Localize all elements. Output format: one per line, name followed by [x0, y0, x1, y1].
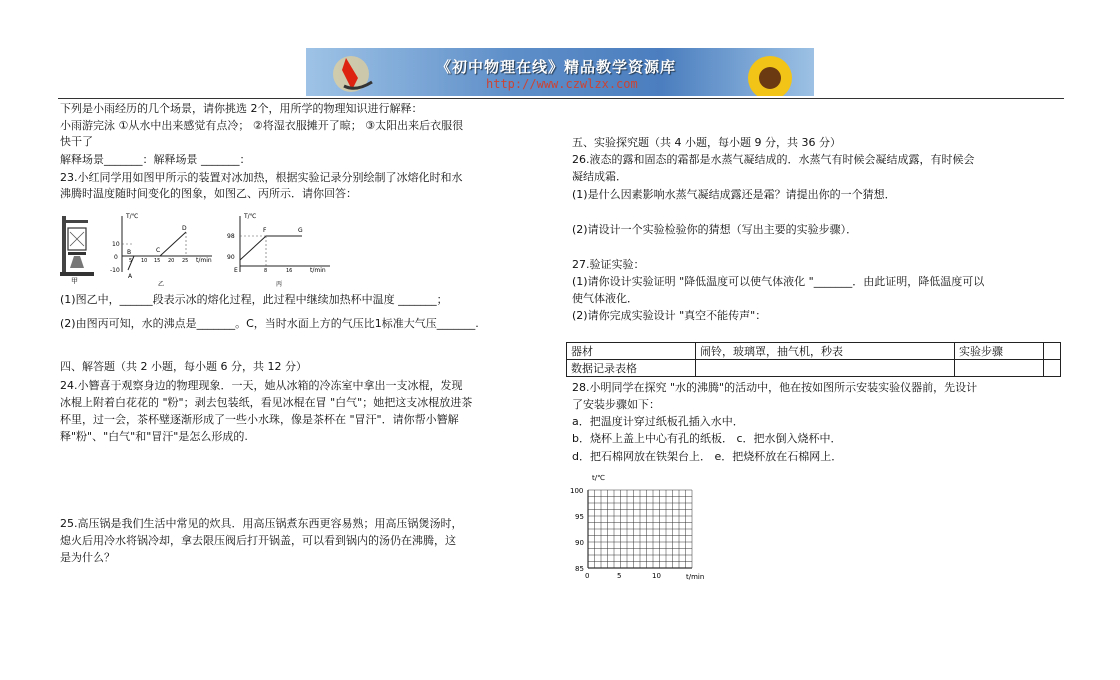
table-row — [567, 343, 1061, 360]
q26-line1: 26.液态的露和固态的霜都是水蒸气凝结成的．水蒸气有时候会凝结成露，有时候会 — [572, 153, 975, 166]
q24-line3: 杯里，过一会，茶杯璧逐渐形成了一些小水珠，像是茶杯在 "冒汗"．请你帮小簪解 — [60, 413, 459, 426]
temperature-grid-chart — [566, 472, 716, 584]
grid-ytick: 100 — [570, 487, 584, 495]
fig-yi-label: 乙 — [158, 281, 165, 288]
yi-ytick: 0 — [114, 254, 118, 261]
bing-xtick: 16 — [286, 268, 293, 274]
grid-ytick: 95 — [575, 513, 584, 521]
q24-line1: 24.小簪喜于观察身边的物理现象．一天，她从冰箱的冷冻室中拿出一支冰棍，发现 — [60, 379, 463, 392]
yi-point-d: D — [182, 225, 187, 232]
fig-bing-label: 丙 — [276, 281, 283, 288]
q28-step-bc: b．烧杯上盖上中心有孔的纸板． c．把水倒入烧杯中． — [572, 432, 842, 445]
q22-scenes-line1: 小雨游完泳 ①从水中出来感觉有点冷； ②将湿衣服摊开了晾； ③太阳出来后衣服很 — [60, 119, 464, 132]
table-cell — [955, 360, 1044, 377]
q28-line1: 28.小明同学在探究 "水的沸腾"的活动中，他在按如图所示安装实验仪器前，先设计 — [572, 381, 978, 394]
grid-ytick: 90 — [575, 539, 584, 547]
q27-sub2: (2)请你完成实验设计 "真空不能传声"： — [572, 309, 767, 322]
grid-xtick: 0 — [585, 572, 590, 580]
q28-step-a: a．把温度计穿过纸板孔插入水中． — [572, 415, 744, 428]
q27-sub1-line2: 使气体液化． — [572, 292, 638, 305]
q26-line2: 凝结成霜． — [572, 170, 627, 183]
yi-xtick: 5 — [129, 258, 133, 264]
section-4-heading: 四、解答题（共 2 小题，每小题 6 分，共 12 分） — [60, 360, 307, 373]
q22-scenes-line2: 快干了 — [60, 135, 93, 148]
yi-point-b: B — [127, 249, 132, 256]
q27-heading: 27.验证实验： — [572, 258, 645, 271]
yi-point-a: A — [128, 273, 133, 280]
grid-xlabel: t/min — [686, 573, 705, 581]
q22-intro: 下列是小雨经历的几个场景，请你挑选 2个，用所学的物理知识进行解释： — [60, 102, 423, 115]
fig-jia-label: 甲 — [71, 277, 78, 284]
q23-line1: 23.小红同学用如图甲所示的装置对冰加热，根据实验记录分别绘制了冰熔化时和水 — [60, 171, 463, 184]
section-5-heading: 五、实验探究题（共 4 小题，每小题 9 分，共 36 分） — [572, 136, 841, 149]
q24-line4: 释"粉"、"白气"和"冒汗"是怎么形成的. — [60, 430, 248, 443]
q22-answer: 解释场景_______：解释场景 _______： — [60, 153, 251, 166]
q27-sub1-line1: (1)请你设计实验证明 "降低温度可以使气体液化 "_______．由此证明，降低温度可以 — [572, 275, 985, 288]
bing-xlabel: t/min — [310, 267, 326, 274]
grid-lines — [588, 490, 692, 568]
grid-xtick: 10 — [652, 572, 661, 580]
bing-ytick: 90 — [227, 254, 235, 261]
table-cell: 数据记录表格 — [567, 360, 696, 377]
banner-title: 《初中物理在线》精品教学资源库 — [436, 58, 677, 76]
bing-ylabel: T/℃ — [244, 213, 257, 220]
bing-point-g: G — [298, 227, 303, 234]
sunflower-icon — [726, 48, 814, 96]
table-cell: 闹铃，玻璃罩，抽气机，秒表 — [696, 343, 955, 360]
grid-ytick: 85 — [575, 565, 584, 573]
yi-xlabel: t/min — [196, 257, 212, 264]
figure-jia-apparatus — [58, 212, 98, 284]
table-cell: 实验步骤 — [955, 343, 1044, 360]
q28-step-de: d．把石棉网放在铁架台上． e．把烧杯放在石棉网上． — [572, 450, 843, 463]
banner-url[interactable]: http://www.czwlzx.com — [486, 77, 638, 91]
header-banner — [306, 48, 814, 96]
q26-sub2: (2)请设计一个实验检验你的猜想（写出主要的实验步骤）． — [572, 223, 858, 236]
q26-sub1: (1)是什么因素影响水蒸气凝结成露还是霜？请提出你的一个猜想． — [572, 188, 896, 201]
yi-xtick: 25 — [182, 258, 189, 264]
yi-xtick: 15 — [154, 258, 161, 264]
table-cell: 器材 — [567, 343, 696, 360]
q23-sub1: (1)图乙中，______段表示冰的熔化过程，此过程中继续加热杯中温度 _______； — [60, 293, 448, 306]
table-cell — [1044, 343, 1061, 360]
yi-xtick: 10 — [141, 258, 148, 264]
table-cell — [696, 360, 955, 377]
banner-logo-icon — [306, 48, 396, 96]
yi-ytick: 10 — [112, 241, 120, 248]
figure-yi-graph — [108, 210, 218, 288]
q23-line2: 沸腾时温度随时间变化的图象，如图乙、丙所示．请你回答： — [60, 187, 357, 200]
q24-line2: 冰棍上附着白花花的 "粉"；剥去包装纸，看见冰棍在冒 "白气"；她把这支冰棍放进茶 — [60, 396, 473, 409]
bing-point-e: E — [234, 267, 238, 274]
header-divider — [58, 98, 1064, 99]
table-cell — [1044, 360, 1061, 377]
yi-ytick: -10 — [110, 267, 120, 274]
figure-bing-graph — [226, 210, 336, 288]
grid-xtick: 5 — [617, 572, 622, 580]
bing-point-f: F — [263, 227, 267, 234]
bing-ytick: 98 — [227, 233, 235, 240]
q25-line3: 是为什么？ — [60, 551, 115, 564]
q28-line2: 了安装步骤如下： — [572, 398, 660, 411]
table-row — [567, 360, 1061, 377]
yi-point-c: C — [156, 247, 161, 254]
q23-sub2: (2)由图丙可知，水的沸点是_______。C，当时水面上方的气压比1标准大气压_______. — [60, 317, 479, 330]
experiment-table — [566, 342, 1061, 377]
bing-xtick: 8 — [264, 268, 268, 274]
yi-xtick: 20 — [168, 258, 175, 264]
grid-ylabel: t/℃ — [592, 474, 605, 482]
q25-line2: 熄火后用冷水将锅冷却，拿去限压阀后打开锅盖，可以看到锅内的汤仍在沸腾，这 — [60, 534, 456, 547]
yi-ylabel: T/℃ — [126, 213, 139, 220]
q25-line1: 25.高压锅是我们生活中常见的炊具．用高压锅煮东西更容易熟；用高压锅煲汤时， — [60, 517, 463, 530]
